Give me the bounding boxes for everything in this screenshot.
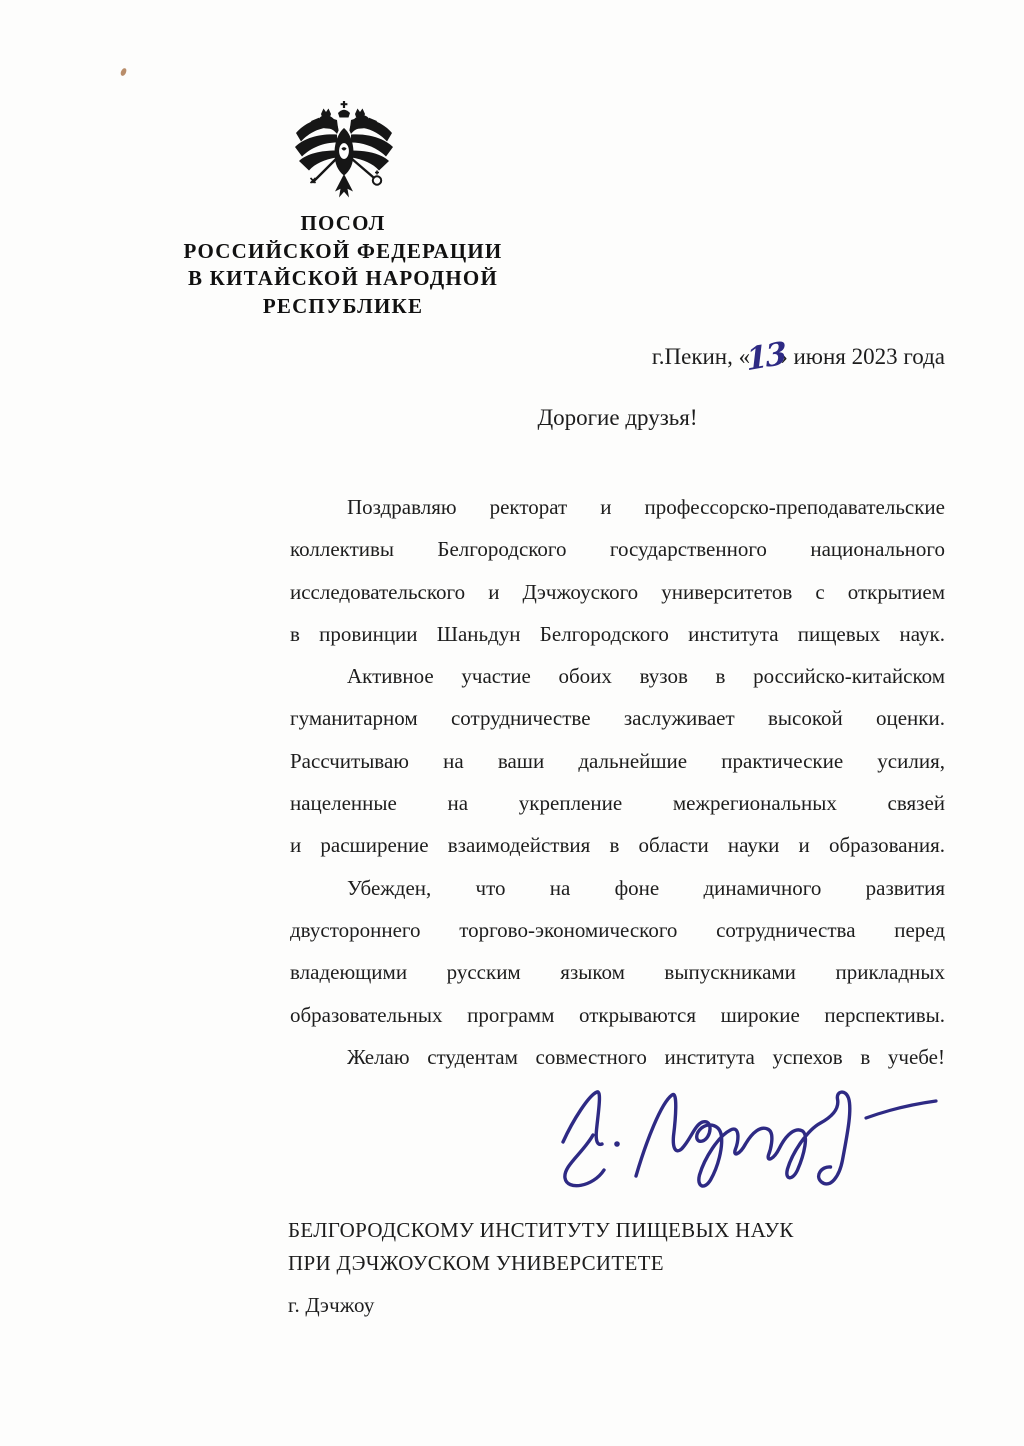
body-line: исследовательского и Дэчжоуского университетов с открытием bbox=[290, 579, 945, 604]
body-line: образовательных программ открываются широкие перспективы. bbox=[290, 1002, 945, 1027]
dateline-day-handwritten: 13 bbox=[745, 335, 787, 379]
body-line: Активное участие обоих вузов в российско-китайском bbox=[347, 664, 945, 689]
body-line: Поздравляю ректорат и профессорско-преподавательские bbox=[347, 495, 945, 519]
scan-speck bbox=[120, 67, 127, 76]
body-line: Рассчитываю на ваши дальнейшие практические усилия, bbox=[290, 748, 945, 773]
dateline-suffix: » июня 2023 года bbox=[776, 344, 945, 369]
body-line: гуманитарном сотрудничестве заслуживает высокой оценки. bbox=[290, 706, 945, 731]
dateline-prefix: г.Пекин, « bbox=[651, 344, 751, 369]
body-line: нацеленные на укрепление межрегиональных связей bbox=[290, 791, 945, 816]
recipient-line-2: ПРИ ДЭЧЖОУСКОМ УНИВЕРСИТЕТЕ bbox=[288, 1251, 664, 1275]
body-line: Убежден, что на фоне динамичного развития bbox=[347, 875, 945, 900]
dateline bbox=[290, 335, 945, 379]
recipient-block bbox=[288, 1214, 968, 1322]
recipient-city: г. Дэчжоу bbox=[288, 1293, 375, 1317]
body-line: Желаю студентам совместного института успехов в учебе! bbox=[347, 1044, 945, 1069]
handwritten-signature bbox=[548, 1078, 940, 1208]
letterhead-line-2: РОССИЙСКОЙ ФЕДЕРАЦИИ bbox=[183, 238, 503, 263]
letterhead-line-3: В КИТАЙСКОЙ НАРОДНОЙ bbox=[187, 266, 498, 290]
letterhead-line-1: ПОСОЛ bbox=[300, 211, 386, 235]
letterhead-title bbox=[152, 210, 534, 320]
body-line: коллективы Белгородского государственного национального bbox=[290, 537, 945, 562]
recipient-line-1: БЕЛГОРОДСКОМУ ИНСТИТУТУ ПИЩЕВЫХ НАУК bbox=[288, 1218, 794, 1242]
body-line: в провинции Шаньдун Белгородского института пищевых наук. bbox=[290, 621, 945, 646]
salutation: Дорогие друзья! bbox=[537, 405, 698, 430]
letterhead-line-4: РЕСПУБЛИКЕ bbox=[262, 293, 424, 318]
body-line: и расширение взаимодействия в области науки и образования. bbox=[290, 833, 945, 858]
body-line: владеющими русским языком выпускниками прикладных bbox=[290, 960, 945, 985]
russian-coat-of-arms-icon bbox=[292, 100, 396, 200]
letter-body bbox=[290, 486, 945, 1078]
body-line: двустороннего торгово-экономического сотрудничества перед bbox=[290, 917, 945, 942]
